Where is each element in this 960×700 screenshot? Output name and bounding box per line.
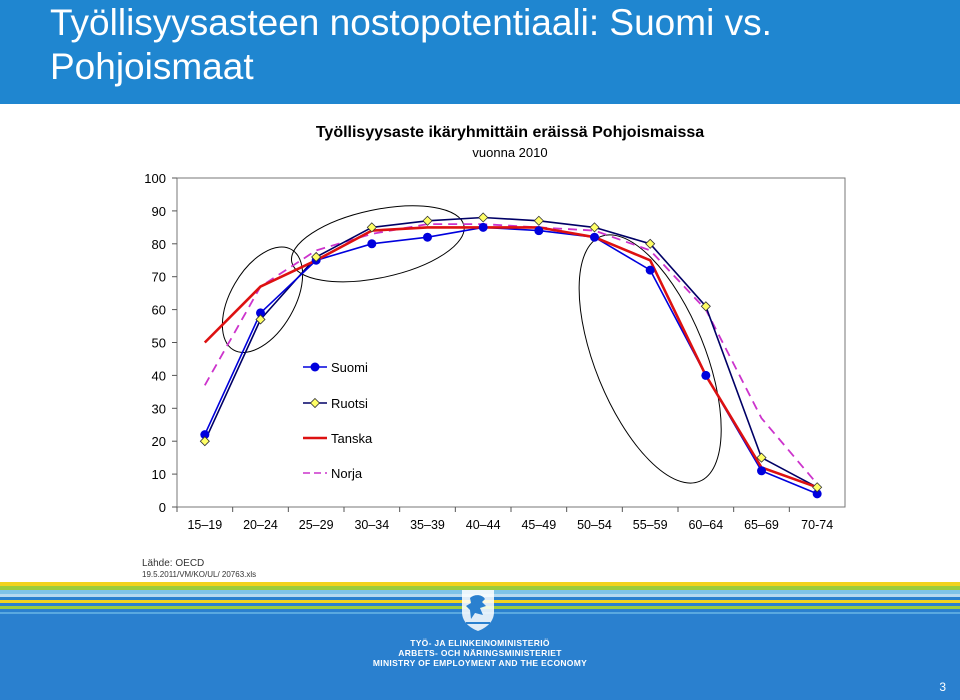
data-point-suomi [479,223,488,232]
data-point-suomi [423,233,432,242]
ministry-name-en: MINISTRY OF EMPLOYMENT AND THE ECONOMY [372,658,588,668]
data-point-suomi [646,266,655,275]
ministry-name-sv: ARBETS- OCH NÄRINGSMINISTERIET [398,648,562,658]
y-tick-label: 30 [151,401,166,417]
y-tick-label: 10 [151,467,166,483]
chart-subtitle: vuonna 2010 [472,145,548,160]
highlight-ellipse [550,216,751,502]
x-tick-label: 25–29 [298,518,334,532]
x-tick-label: 40–44 [465,518,501,532]
y-tick-label: 50 [151,335,166,351]
y-tick-label: 60 [151,302,166,318]
legend-label-ruotsi: Ruotsi [331,396,368,411]
series-line-ruotsi [205,218,817,488]
data-point-suomi [701,371,710,380]
y-tick-label: 0 [158,500,166,515]
data-point-suomi [757,466,766,475]
legend-label-tanska: Tanska [331,431,373,446]
y-tick-label: 80 [151,236,166,252]
chart-title: Työllisyysaste ikäryhmittäin eräissä Pohjoismaissa [315,124,705,141]
series-line-norja [205,224,817,484]
y-tick-label: 40 [151,368,166,384]
y-tick-label: 20 [151,434,166,450]
x-tick-label: 30–34 [354,518,390,532]
x-tick-label: 45–49 [521,518,557,532]
source-note [142,558,256,580]
data-point-ruotsi [534,216,543,225]
x-tick-label: 60–64 [688,518,724,532]
x-tick-label: 55–59 [632,518,668,532]
x-tick-label: 15–19 [187,518,223,532]
page-number: 3 [939,680,946,694]
y-tick-label: 90 [151,203,166,219]
line-chart [0,104,960,554]
x-tick-label: 35–39 [410,518,445,532]
slide-title: Työllisyysasteen nostopotentiaali: Suomi vs. Pohjoismaat [50,2,772,87]
source-label: Lähde: OECD [142,558,205,569]
data-point-ruotsi [200,437,209,446]
data-point-suomi [590,233,599,242]
title-bar [0,0,960,104]
x-tick-label: 50–54 [577,518,612,532]
source-file-code: 19.5.2011/VM/KO/UL/ 20763.xls [142,570,257,579]
x-tick-label: 20–24 [243,518,278,532]
ministry-footer [0,582,960,700]
ministry-name-fi: TYÖ- JA ELINKEINOMINISTERIÖ [410,638,550,648]
finnish-lion-crest-icon [458,588,498,632]
x-tick-label: 65–69 [744,518,779,532]
legend-marker-ruotsi [311,399,320,408]
legend-label-suomi: Suomi [331,360,368,375]
legend-label-norja: Norja [331,466,363,481]
y-tick-label: 100 [144,171,166,186]
highlight-ellipse [206,234,319,366]
data-point-suomi [534,226,543,235]
legend-marker-suomi [311,363,320,372]
data-point-ruotsi [813,483,822,492]
ministry-name [360,638,600,668]
data-point-suomi [367,239,376,248]
y-tick-label: 70 [151,269,166,285]
x-tick-label: 70-74 [801,518,834,532]
data-point-ruotsi [479,213,488,222]
